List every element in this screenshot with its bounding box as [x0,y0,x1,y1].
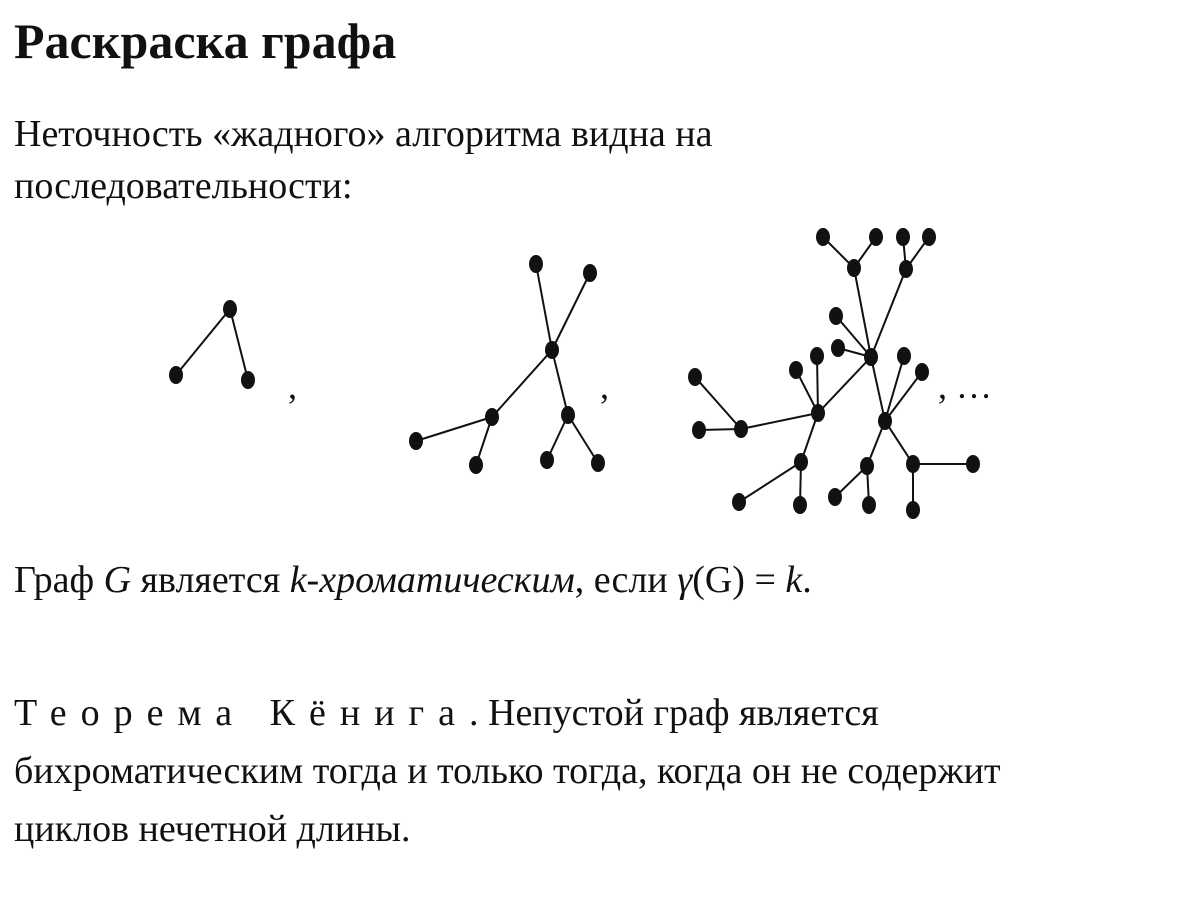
vertex [878,412,892,430]
vertex [540,451,554,469]
vertex [906,501,920,519]
vertex [869,228,883,246]
definition-expression: (G) = [692,559,786,601]
definition-text [14,556,812,604]
vertex [899,260,913,278]
k-symbol: k [785,559,803,601]
tree-1 [169,300,255,389]
tree-sequence-figure [0,220,1200,530]
vertex [561,406,575,424]
vertex [897,347,911,365]
vertex [922,228,936,246]
definition-end: . [802,559,812,601]
tree-2 [409,255,605,474]
theorem-label: Теорема Кёнига [14,692,469,734]
vertex [896,228,910,246]
definition-prefix: Граф [14,559,104,601]
vertex [223,300,237,318]
vertex [688,368,702,386]
separator-ellipsis: , … [938,366,992,406]
theorem-label-dot: . [469,692,479,734]
vertex [692,421,706,439]
vertex [241,371,255,389]
chromatic-function-symbol: γ [677,559,693,601]
theorem-text [14,684,1074,858]
vertex [169,366,183,384]
definition-term: k-хроматическим [289,559,575,601]
vertex [485,408,499,426]
tree-3 [688,228,980,519]
vertex [831,339,845,357]
theorem-body: Непустой граф является бихроматическим тогда и только тогда, когда он не содержит циклов нечетной длины. [14,692,1001,850]
vertex [591,454,605,472]
vertex [529,255,543,273]
vertex [469,456,483,474]
vertex [810,347,824,365]
vertex [906,455,920,473]
definition-condition-prefix: , если [574,559,678,601]
slide-title: Раскраска графа [14,13,397,69]
graph-symbol: G [103,559,132,601]
vertex [816,228,830,246]
definition-middle: является [131,559,290,601]
separator-comma-1: , [288,366,297,406]
vertex [966,455,980,473]
vertex [789,361,803,379]
vertex [811,404,825,422]
intro-text: Неточность «жадного» алгоритма видна на последовательности: [14,113,713,207]
vertex [847,259,861,277]
vertex [794,453,808,471]
vertex [734,420,748,438]
vertex [829,307,843,325]
vertex [862,496,876,514]
vertex [828,488,842,506]
vertex [860,457,874,475]
separator-comma-2: , [600,366,609,406]
vertex [915,363,929,381]
vertex [793,496,807,514]
vertex [409,432,423,450]
vertex [583,264,597,282]
vertex [545,341,559,359]
vertex [732,493,746,511]
vertex [864,348,878,366]
